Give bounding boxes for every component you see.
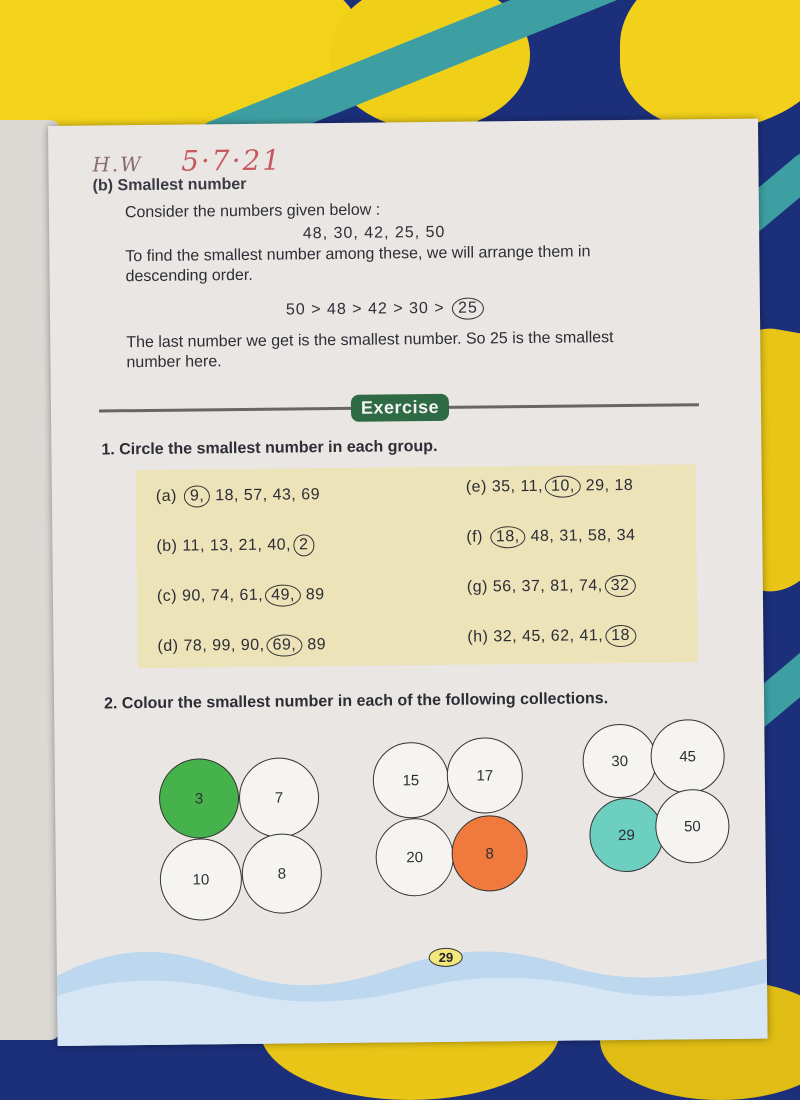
question-1-groups bbox=[136, 464, 698, 668]
ball-colored[interactable]: 8 bbox=[451, 815, 528, 892]
handwritten-hw: H.W bbox=[92, 152, 143, 177]
group-label: (f) bbox=[466, 528, 483, 545]
instruction-text: To find the smallest number among these, we will arrange them in descending order. bbox=[125, 242, 665, 288]
ball-colored[interactable]: 3 bbox=[159, 758, 240, 839]
group-f bbox=[466, 525, 635, 549]
group-label: (e) bbox=[466, 478, 487, 495]
ball[interactable]: 8 bbox=[241, 833, 322, 914]
group-label: (a) bbox=[156, 488, 177, 505]
question-1-title: 1. Circle the smallest number in each group. bbox=[101, 438, 437, 460]
fabric-yellow-patch bbox=[620, 0, 800, 130]
ball-colored[interactable]: 29 bbox=[589, 798, 664, 873]
group-label: (d) bbox=[157, 638, 178, 655]
group-label: (g) bbox=[467, 578, 488, 595]
group-numbers: 89 bbox=[301, 586, 325, 603]
group-d bbox=[157, 634, 326, 658]
ball[interactable]: 30 bbox=[582, 724, 657, 799]
group-numbers: 11, 13, 21, 40, bbox=[182, 536, 291, 554]
ball[interactable]: 20 bbox=[375, 818, 454, 897]
section-heading: (b) Smallest number bbox=[93, 176, 247, 196]
book-page bbox=[48, 119, 768, 1046]
group-numbers: 56, 37, 81, 74, bbox=[493, 577, 603, 595]
descending-order bbox=[30, 295, 740, 324]
handwritten-note bbox=[92, 144, 282, 179]
number-list: 48, 30, 42, 25, 50 bbox=[19, 221, 729, 246]
circled-number: 18, bbox=[490, 526, 526, 548]
group-a bbox=[156, 484, 320, 508]
circled-number: 32 bbox=[605, 575, 636, 597]
conclusion-text: The last number we get is the smallest number. So 25 is the smallest number here. bbox=[126, 328, 666, 374]
group-c bbox=[157, 584, 325, 608]
group-numbers: 18, 57, 43, 69 bbox=[210, 486, 320, 504]
group-numbers: 48, 31, 58, 34 bbox=[526, 527, 636, 545]
ball[interactable]: 7 bbox=[239, 757, 320, 838]
group-label: (c) bbox=[157, 588, 177, 605]
group-h bbox=[467, 625, 636, 649]
circled-number: 10, bbox=[545, 475, 581, 497]
question-2-title: 2. Colour the smallest number in each of the following collections. bbox=[104, 690, 608, 713]
group-b bbox=[156, 534, 314, 558]
ball[interactable]: 10 bbox=[159, 838, 242, 921]
ball[interactable]: 17 bbox=[446, 737, 523, 814]
group-numbers: 78, 99, 90, bbox=[183, 637, 264, 655]
group-numbers: 35, 11, bbox=[492, 478, 543, 496]
page-number: 29 bbox=[429, 948, 464, 967]
circled-number: 9, bbox=[184, 485, 211, 507]
circled-number: 69, bbox=[266, 634, 302, 656]
group-numbers: 29, 18 bbox=[581, 477, 634, 495]
group-numbers: 90, 74, 61, bbox=[182, 587, 263, 605]
ball[interactable]: 15 bbox=[372, 742, 449, 819]
group-numbers: 32, 45, 62, 41, bbox=[493, 627, 603, 645]
group-numbers: 89 bbox=[302, 636, 326, 653]
ball[interactable]: 50 bbox=[655, 789, 730, 864]
wave-decoration bbox=[56, 929, 767, 1046]
handwritten-date: 5·7·21 bbox=[181, 144, 282, 178]
group-g bbox=[467, 575, 636, 599]
circled-answer: 25 bbox=[452, 297, 484, 319]
exercise-badge: Exercise bbox=[351, 394, 449, 422]
group-e bbox=[466, 475, 634, 499]
order-sequence: 50 > 48 > 42 > 30 > bbox=[286, 300, 445, 319]
intro-text: Consider the numbers given below : bbox=[125, 198, 665, 224]
circled-number: 2 bbox=[293, 534, 315, 556]
group-label: (b) bbox=[156, 538, 177, 555]
group-label: (h) bbox=[467, 628, 488, 645]
circled-number: 49, bbox=[265, 584, 301, 606]
circled-number: 18 bbox=[605, 625, 636, 647]
ball[interactable]: 45 bbox=[650, 719, 725, 794]
